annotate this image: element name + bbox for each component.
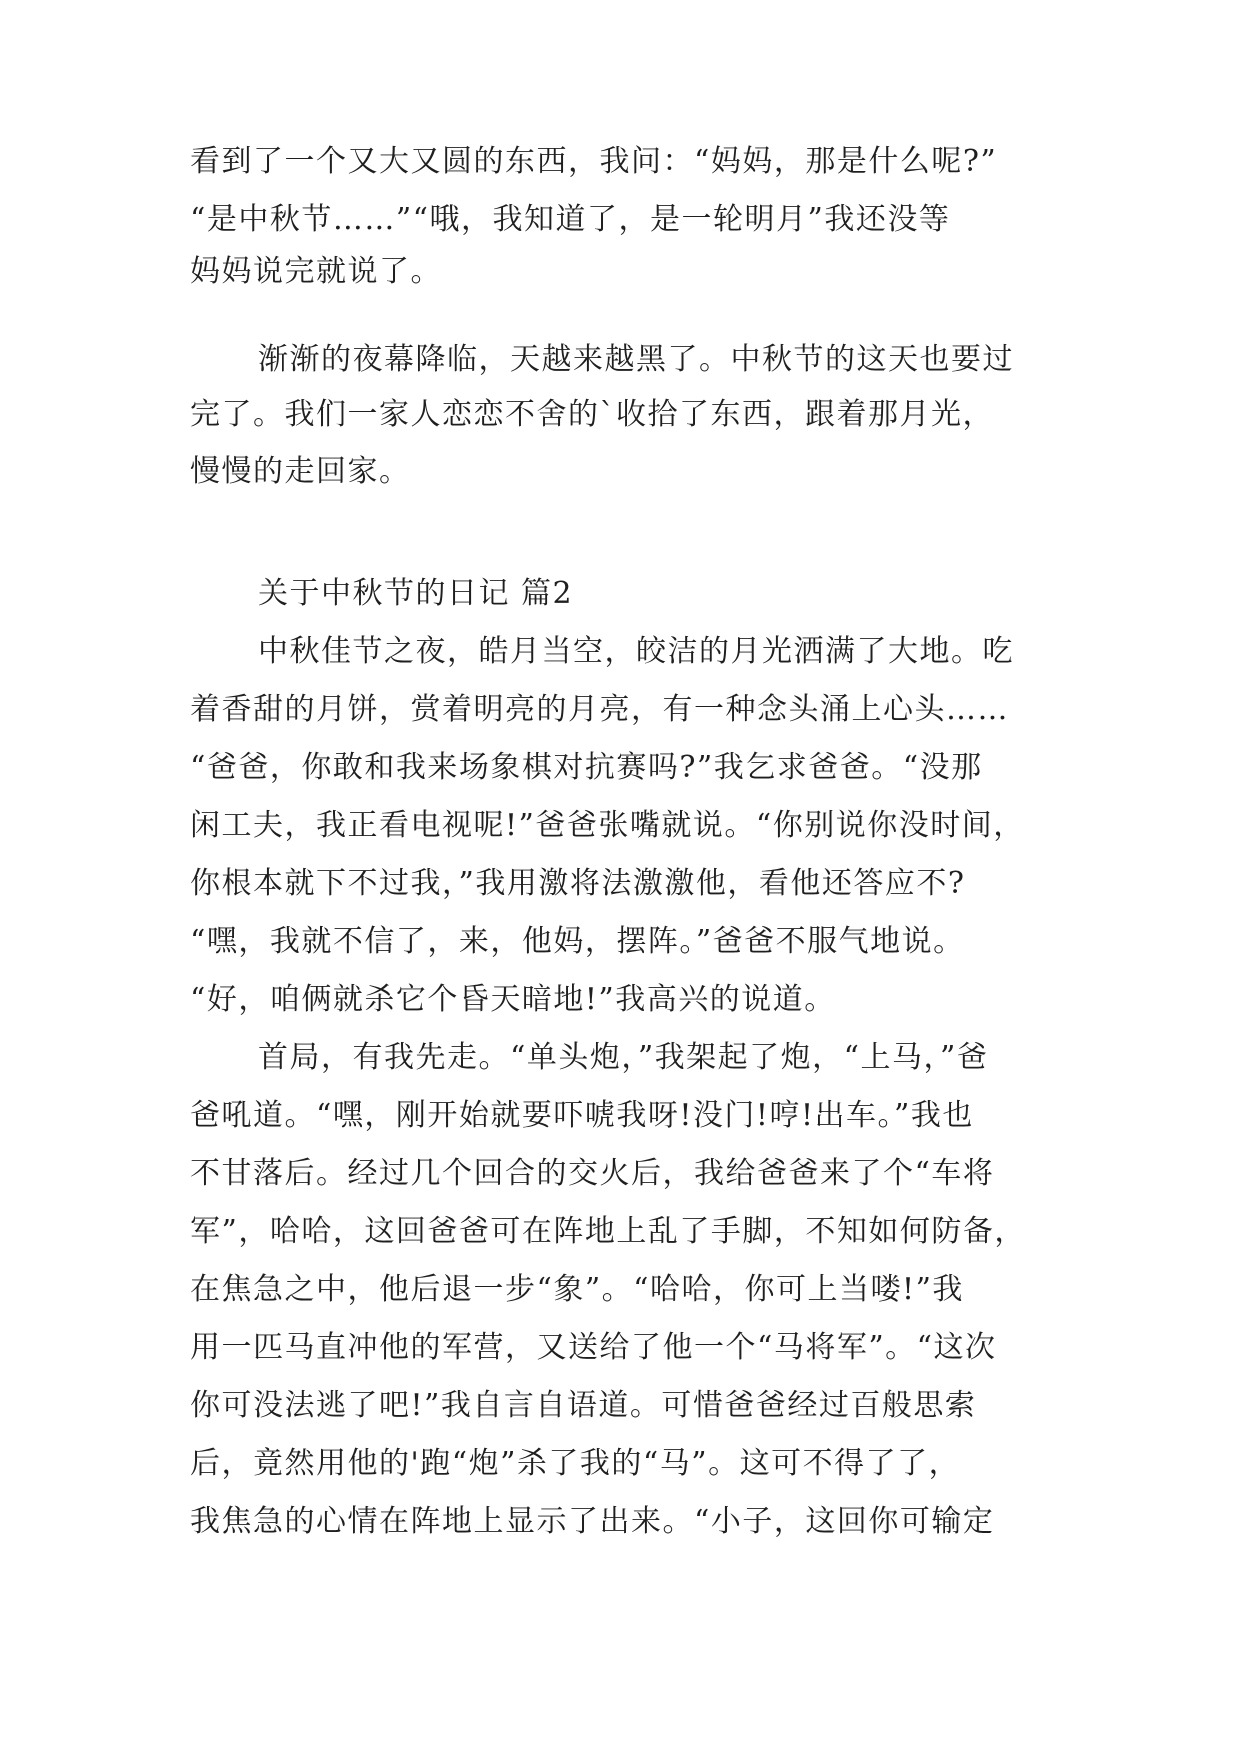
text-line: 军”，哈哈，这回爸爸可在阵地上乱了手脚，不知如何防备，: [190, 1214, 1026, 1249]
text-line: 爸吼道。“嘿，刚开始就要吓唬我呀!没门!哼!出车。”我也: [190, 1098, 974, 1133]
section-heading: 关于中秋节的日记 篇2: [258, 576, 574, 611]
text-line: 中秋佳节之夜，皓月当空，皎洁的月光洒满了大地。吃: [258, 634, 1014, 669]
text-line: “爸爸，你敢和我来场象棋对抗赛吗?”我乞求爸爸。“没那: [190, 750, 983, 785]
text-line: 慢慢的走回家。: [190, 454, 411, 489]
text-line: 看到了一个又大又圆的东西，我问：“妈妈，那是什么呢?”: [190, 144, 998, 179]
text-line: “嘿，我就不信了，来，他妈，摆阵。”爸爸不服气地说。: [190, 924, 965, 959]
text-line: 在焦急之中，他后退一步“象”。“哈哈，你可上当喽!”我: [190, 1272, 964, 1307]
text-line: “是中秋节……”“哦，我知道了，是一轮明月”我还没等: [190, 202, 951, 237]
text-line: 首局，有我先走。“单头炮，”我架起了炮，“上马，”爸: [258, 1040, 989, 1075]
text-line: 我焦急的心情在阵地上显示了出来。“小子，这回你可输定: [190, 1504, 995, 1539]
text-line: 不甘落后。经过几个回合的交火后，我给爸爸来了个“车将: [190, 1156, 995, 1191]
text-line: 完了。我们一家人恋恋不舍的`收拾了东西，跟着那月光，: [190, 397, 994, 432]
text-line: 闲工夫，我正看电视呢!”爸爸张嘴就说。“你别说你没时间，: [190, 808, 1025, 843]
text-line: 用一匹马直冲他的军营，又送给了他一个“马将军”。“这次: [190, 1330, 997, 1365]
text-line: 着香甜的月饼，赏着明亮的月亮，有一种念头涌上心头……: [190, 692, 1009, 727]
text-line: “好，咱俩就杀它个昏天暗地!”我高兴的说道。: [190, 982, 836, 1017]
text-line: 渐渐的夜幕降临，天越来越黑了。中秋节的这天也要过: [258, 342, 1014, 377]
text-line: 你根本就下不过我，”我用激将法激激他，看他还答应不?: [190, 866, 966, 901]
text-line: 你可没法逃了吧!”我自言自语道。可惜爸爸经过百般思索: [190, 1388, 977, 1423]
text-line: 后，竟然用他的'跑“炮”杀了我的“马”。这可不得了了，: [190, 1446, 961, 1481]
text-line: 妈妈说完就说了。: [190, 254, 442, 289]
